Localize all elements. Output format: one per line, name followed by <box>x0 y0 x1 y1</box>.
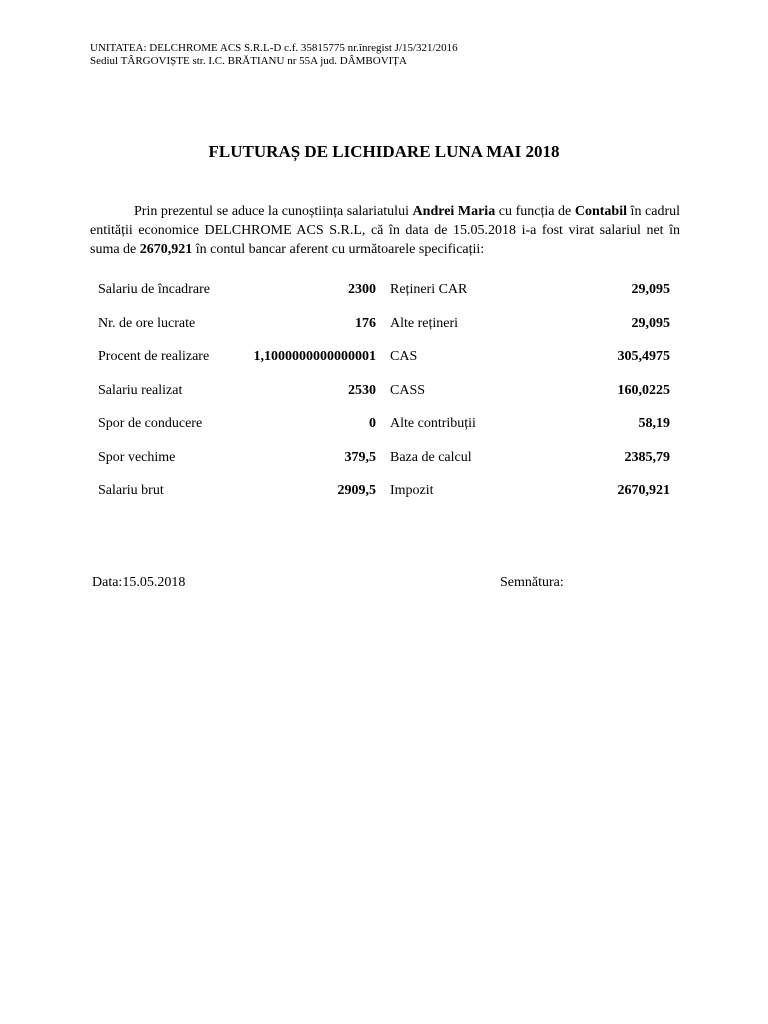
right-value: 305,4975 <box>617 349 670 364</box>
right-label: Baza de calcul <box>390 449 472 465</box>
signature-label: Semnătura: <box>500 575 564 590</box>
net-amount: 2670,921 <box>139 242 193 257</box>
left-value: 379,5 <box>344 449 376 465</box>
left-label: Salariu de încadrare <box>98 282 210 297</box>
right-value: 29,095 <box>631 315 670 331</box>
left-label: Salariu realizat <box>98 382 183 398</box>
right-label: Alte rețineri <box>390 315 459 331</box>
left-value: 0 <box>369 416 376 431</box>
left-label: Procent de realizare <box>98 349 210 364</box>
company-header <box>90 42 458 68</box>
left-label: Spor de conducere <box>98 416 203 431</box>
document-title: FLUTURAȘ DE LICHIDARE LUNA MAI 2018 <box>208 142 560 161</box>
salary-row <box>98 416 670 450</box>
salary-details-grid <box>98 282 670 517</box>
right-label: Alte contribuții <box>390 416 476 431</box>
right-value: 58,19 <box>638 416 670 431</box>
salary-row <box>98 349 670 383</box>
left-value: 2530 <box>348 382 376 398</box>
employee-function: Contabil <box>574 204 627 219</box>
left-value: 176 <box>355 315 376 331</box>
document-date: Data:15.05.2018 <box>92 575 186 590</box>
left-value: 2300 <box>348 282 376 297</box>
employee-name: Andrei Maria <box>412 204 496 219</box>
salary-row <box>98 450 670 484</box>
right-label: CAS <box>390 349 418 364</box>
right-value: 2385,79 <box>624 449 670 465</box>
right-value: 160,0225 <box>617 382 670 398</box>
left-value: 2909,5 <box>337 483 376 498</box>
left-label: Salariu brut <box>98 483 164 498</box>
right-value: 29,095 <box>631 282 670 297</box>
intro-text-2: cu funcția de <box>495 204 575 219</box>
right-value: 2670,921 <box>617 483 670 498</box>
intro-text-4: în contul bancar aferent cu următoarele specificații: <box>192 242 485 257</box>
right-label: CASS <box>390 382 426 398</box>
left-label: Nr. de ore lucrate <box>98 315 196 331</box>
left-label: Spor vechime <box>98 449 176 465</box>
salary-row <box>98 483 670 517</box>
salary-row <box>98 383 670 417</box>
right-label: Impozit <box>390 483 434 498</box>
company-address-line: Sediul TÂRGOVIȘTE str. I.C. BRĂTIANU nr 55A jud. DÂMBOVIȚA <box>90 55 407 67</box>
intro-text-1: Prin prezentul se aduce la cunoștiința salariatului <box>134 204 413 219</box>
company-info-line: UNITATEA: DELCHROME ACS S.R.L-D c.f. 35815775 nr.înregist J/15/321/2016 <box>90 42 458 54</box>
right-label: Rețineri CAR <box>390 282 468 297</box>
salary-row <box>98 282 670 316</box>
left-value: 1,1000000000000001 <box>253 349 376 364</box>
intro-text-3: în cadrul entității economice DELCHROME ACS S.R.L, că în data de 15.05.2018 i-a fost virat salariul net în suma de <box>90 204 681 257</box>
salary-row <box>98 316 670 350</box>
intro-paragraph <box>90 202 680 259</box>
